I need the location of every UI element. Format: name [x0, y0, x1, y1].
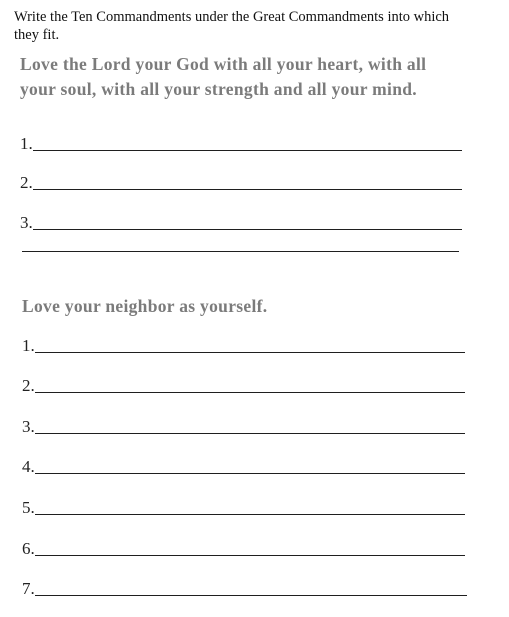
line-number: 5. — [22, 498, 35, 517]
writing-rule — [35, 392, 465, 393]
line-number: 7. — [22, 579, 35, 598]
writing-rule — [35, 514, 465, 515]
answer-line[interactable] — [22, 540, 465, 558]
answer-line[interactable] — [22, 337, 465, 355]
answer-line[interactable] — [22, 377, 465, 395]
great-commandment-1-heading: Love the Lord your God with all your heart, with all your soul, with all your strength and all your mind. — [20, 54, 427, 99]
answer-line[interactable] — [20, 214, 462, 232]
answer-line[interactable] — [22, 580, 467, 598]
writing-rule — [22, 251, 459, 252]
line-number: 2. — [20, 173, 33, 192]
line-number: 1. — [22, 336, 35, 355]
line-number: 3. — [22, 417, 35, 436]
answer-line[interactable] — [22, 418, 465, 436]
writing-rule — [33, 189, 462, 190]
answer-line[interactable] — [20, 174, 462, 192]
writing-rule — [33, 229, 462, 230]
writing-rule — [35, 555, 465, 556]
writing-rule — [35, 433, 465, 434]
writing-rule — [35, 595, 467, 596]
instructions: Write the Ten Commandments under the Great Commandments into which they fit. — [14, 9, 450, 43]
line-number: 4. — [22, 457, 35, 476]
great-commandment-2-heading: Love your neighbor as yourself. — [22, 296, 268, 316]
answer-line[interactable] — [22, 499, 465, 517]
writing-rule — [35, 473, 465, 474]
answer-line[interactable] — [20, 135, 462, 153]
answer-line[interactable] — [22, 458, 465, 476]
answer-line[interactable] — [22, 251, 459, 254]
line-number: 6. — [22, 539, 35, 558]
writing-rule — [33, 150, 462, 151]
line-number: 1. — [20, 134, 33, 153]
line-number: 3. — [20, 213, 33, 232]
line-number: 2. — [22, 376, 35, 395]
writing-rule — [35, 352, 465, 353]
